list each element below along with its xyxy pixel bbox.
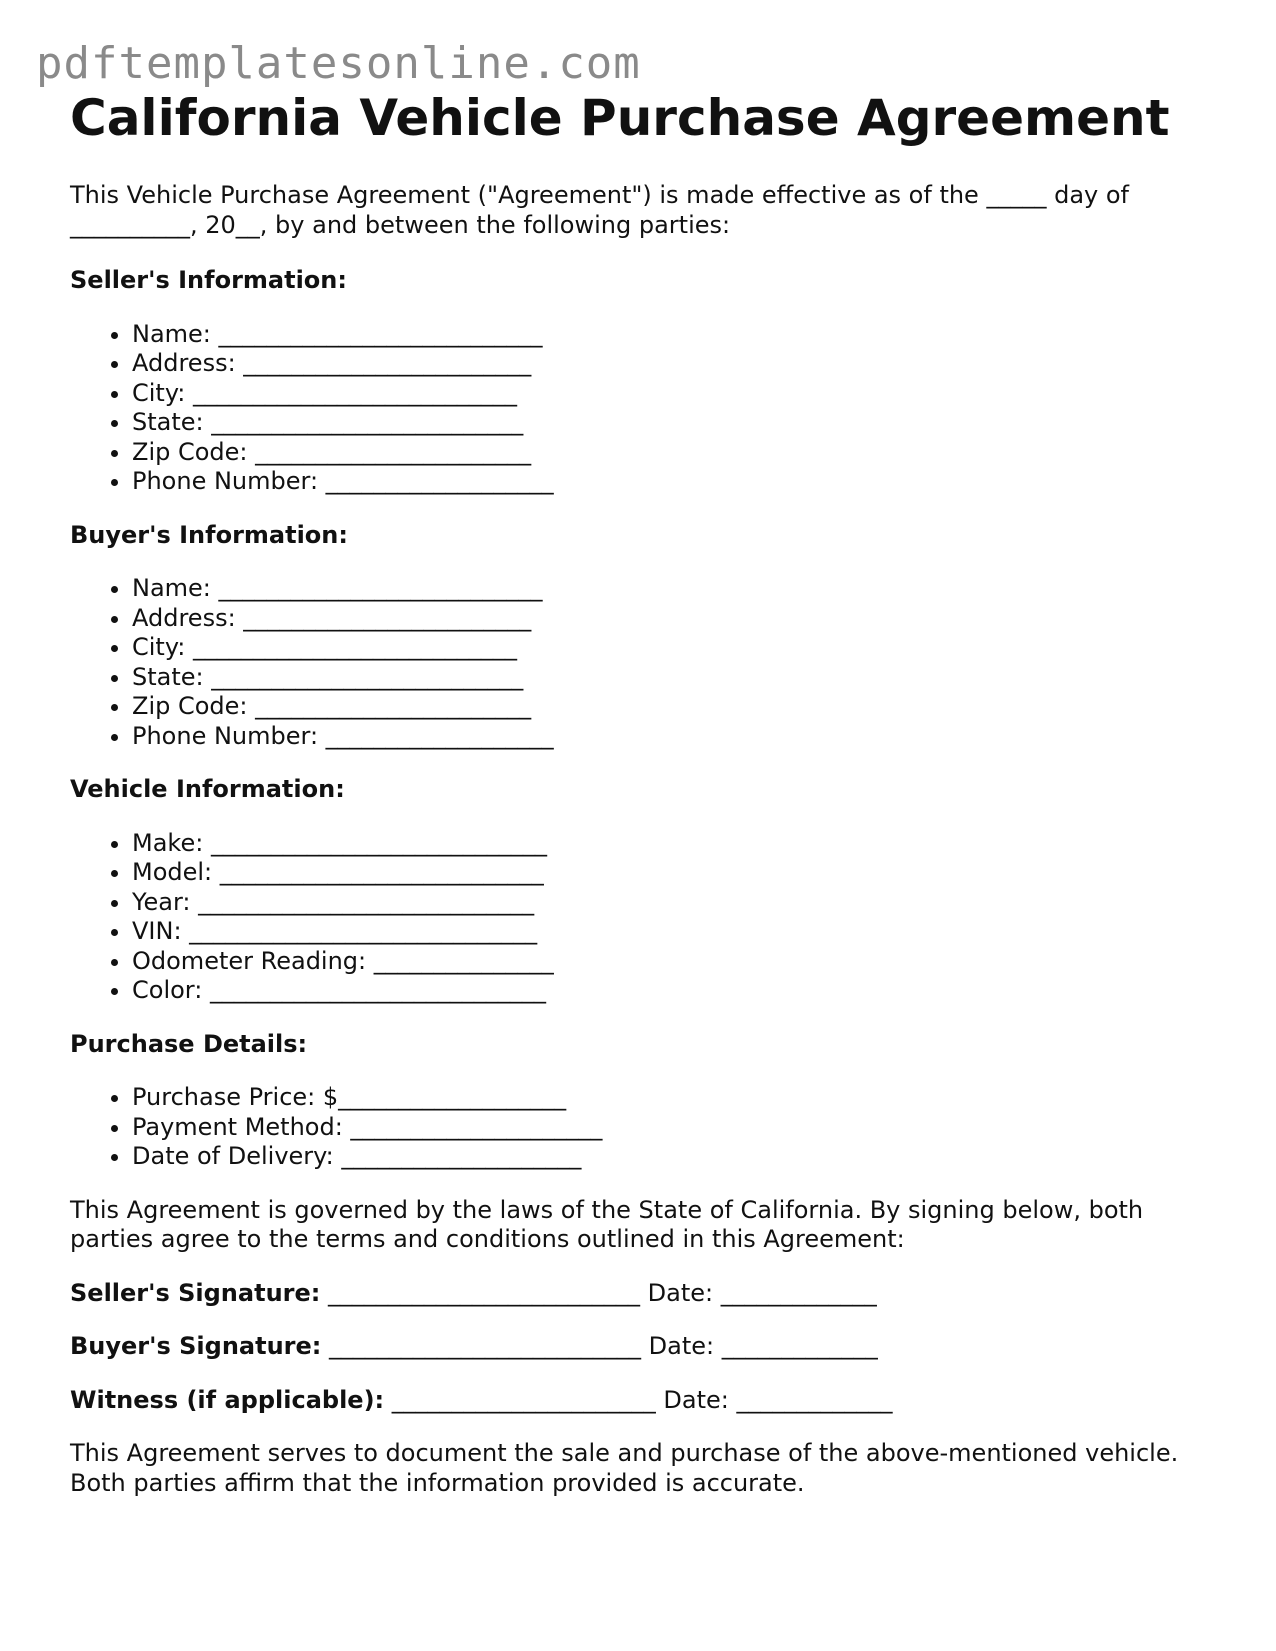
purchase-details-list [70, 1083, 1210, 1172]
closing-paragraph: This Agreement serves to document the sale and purchase of the above-mentioned vehicle. Both parties affirm that the information provided is accurate. [70, 1439, 1179, 1497]
buyer-address-field[interactable]: • Address: ________________________ [132, 604, 1210, 634]
witness-signature-field[interactable]: ______________________ [384, 1385, 656, 1414]
document-title: California Vehicle Purchase Agreement [70, 89, 1170, 147]
purchase-heading: Purchase Details: [70, 1029, 308, 1058]
payment-method-field[interactable]: • Payment Method: _____________________ [132, 1113, 1210, 1143]
buyer-signature-row [70, 1332, 1210, 1362]
purchase-price-field[interactable]: • Purchase Price: $___________________ [132, 1083, 1210, 1113]
seller-state-field[interactable]: • State: __________________________ [132, 408, 1210, 438]
vehicle-odometer-field[interactable]: • Odometer Reading: _______________ [132, 947, 1210, 977]
intro-paragraph: This Vehicle Purchase Agreement ("Agreement") is made effective as of the _____ day of __________, 20__, by and between the following parties: [70, 181, 1129, 239]
buyer-city-field[interactable]: • City: ___________________________ [132, 633, 1210, 663]
buyer-signature-label: Buyer's Signature: [70, 1332, 322, 1360]
witness-signature-row [70, 1386, 1210, 1416]
seller-signature-date-field[interactable]: Date: _____________ [640, 1278, 877, 1307]
vehicle-make-field[interactable]: • Make: ____________________________ [132, 829, 1210, 859]
buyer-signature-date-field[interactable]: Date: _____________ [641, 1332, 878, 1360]
buyer-heading: Buyer's Information: [70, 520, 348, 549]
watermark: pdftemplatesonline.com [36, 38, 641, 89]
seller-signature-row [70, 1279, 1210, 1309]
seller-address-field[interactable]: • Address: ________________________ [132, 349, 1210, 379]
vehicle-year-field[interactable]: • Year: ____________________________ [132, 888, 1210, 918]
vehicle-heading: Vehicle Information: [70, 775, 345, 803]
buyer-name-field[interactable]: • Name: ___________________________ [132, 574, 1210, 604]
buyer-info-list [70, 574, 1210, 751]
buyer-signature-field[interactable]: __________________________ [321, 1332, 642, 1360]
witness-signature-label: Witness (if applicable): [70, 1385, 385, 1414]
seller-name-field[interactable]: • Name: ___________________________ [132, 320, 1210, 350]
vehicle-info-list [70, 829, 1210, 1006]
vehicle-model-field[interactable]: • Model: ___________________________ [132, 858, 1210, 888]
document-body [70, 88, 1210, 1498]
governing-law-paragraph: This Agreement is governed by the laws of the State of California. By signing below, both parties agree to the terms and conditions outlined in this Agreement: [70, 1195, 1144, 1253]
seller-signature-field[interactable]: __________________________ [320, 1278, 640, 1307]
witness-signature-date-field[interactable]: Date: _____________ [655, 1385, 893, 1414]
seller-info-list [70, 320, 1210, 497]
buyer-zip-field[interactable]: • Zip Code: _______________________ [132, 692, 1210, 722]
seller-heading: Seller's Information: [70, 266, 347, 294]
seller-signature-label: Seller's Signature: [70, 1278, 321, 1307]
buyer-state-field[interactable]: • State: __________________________ [132, 663, 1210, 693]
vehicle-color-field[interactable]: • Color: ____________________________ [132, 976, 1210, 1006]
seller-city-field[interactable]: • City: ___________________________ [132, 379, 1210, 409]
seller-zip-field[interactable]: • Zip Code: _______________________ [132, 438, 1210, 468]
delivery-date-field[interactable]: • Date of Delivery: ____________________ [132, 1142, 1210, 1172]
vehicle-vin-field[interactable]: • VIN: _____________________________ [132, 917, 1210, 947]
seller-phone-field[interactable]: • Phone Number: ___________________ [132, 467, 1210, 497]
buyer-phone-field[interactable]: • Phone Number: ___________________ [132, 722, 1210, 752]
